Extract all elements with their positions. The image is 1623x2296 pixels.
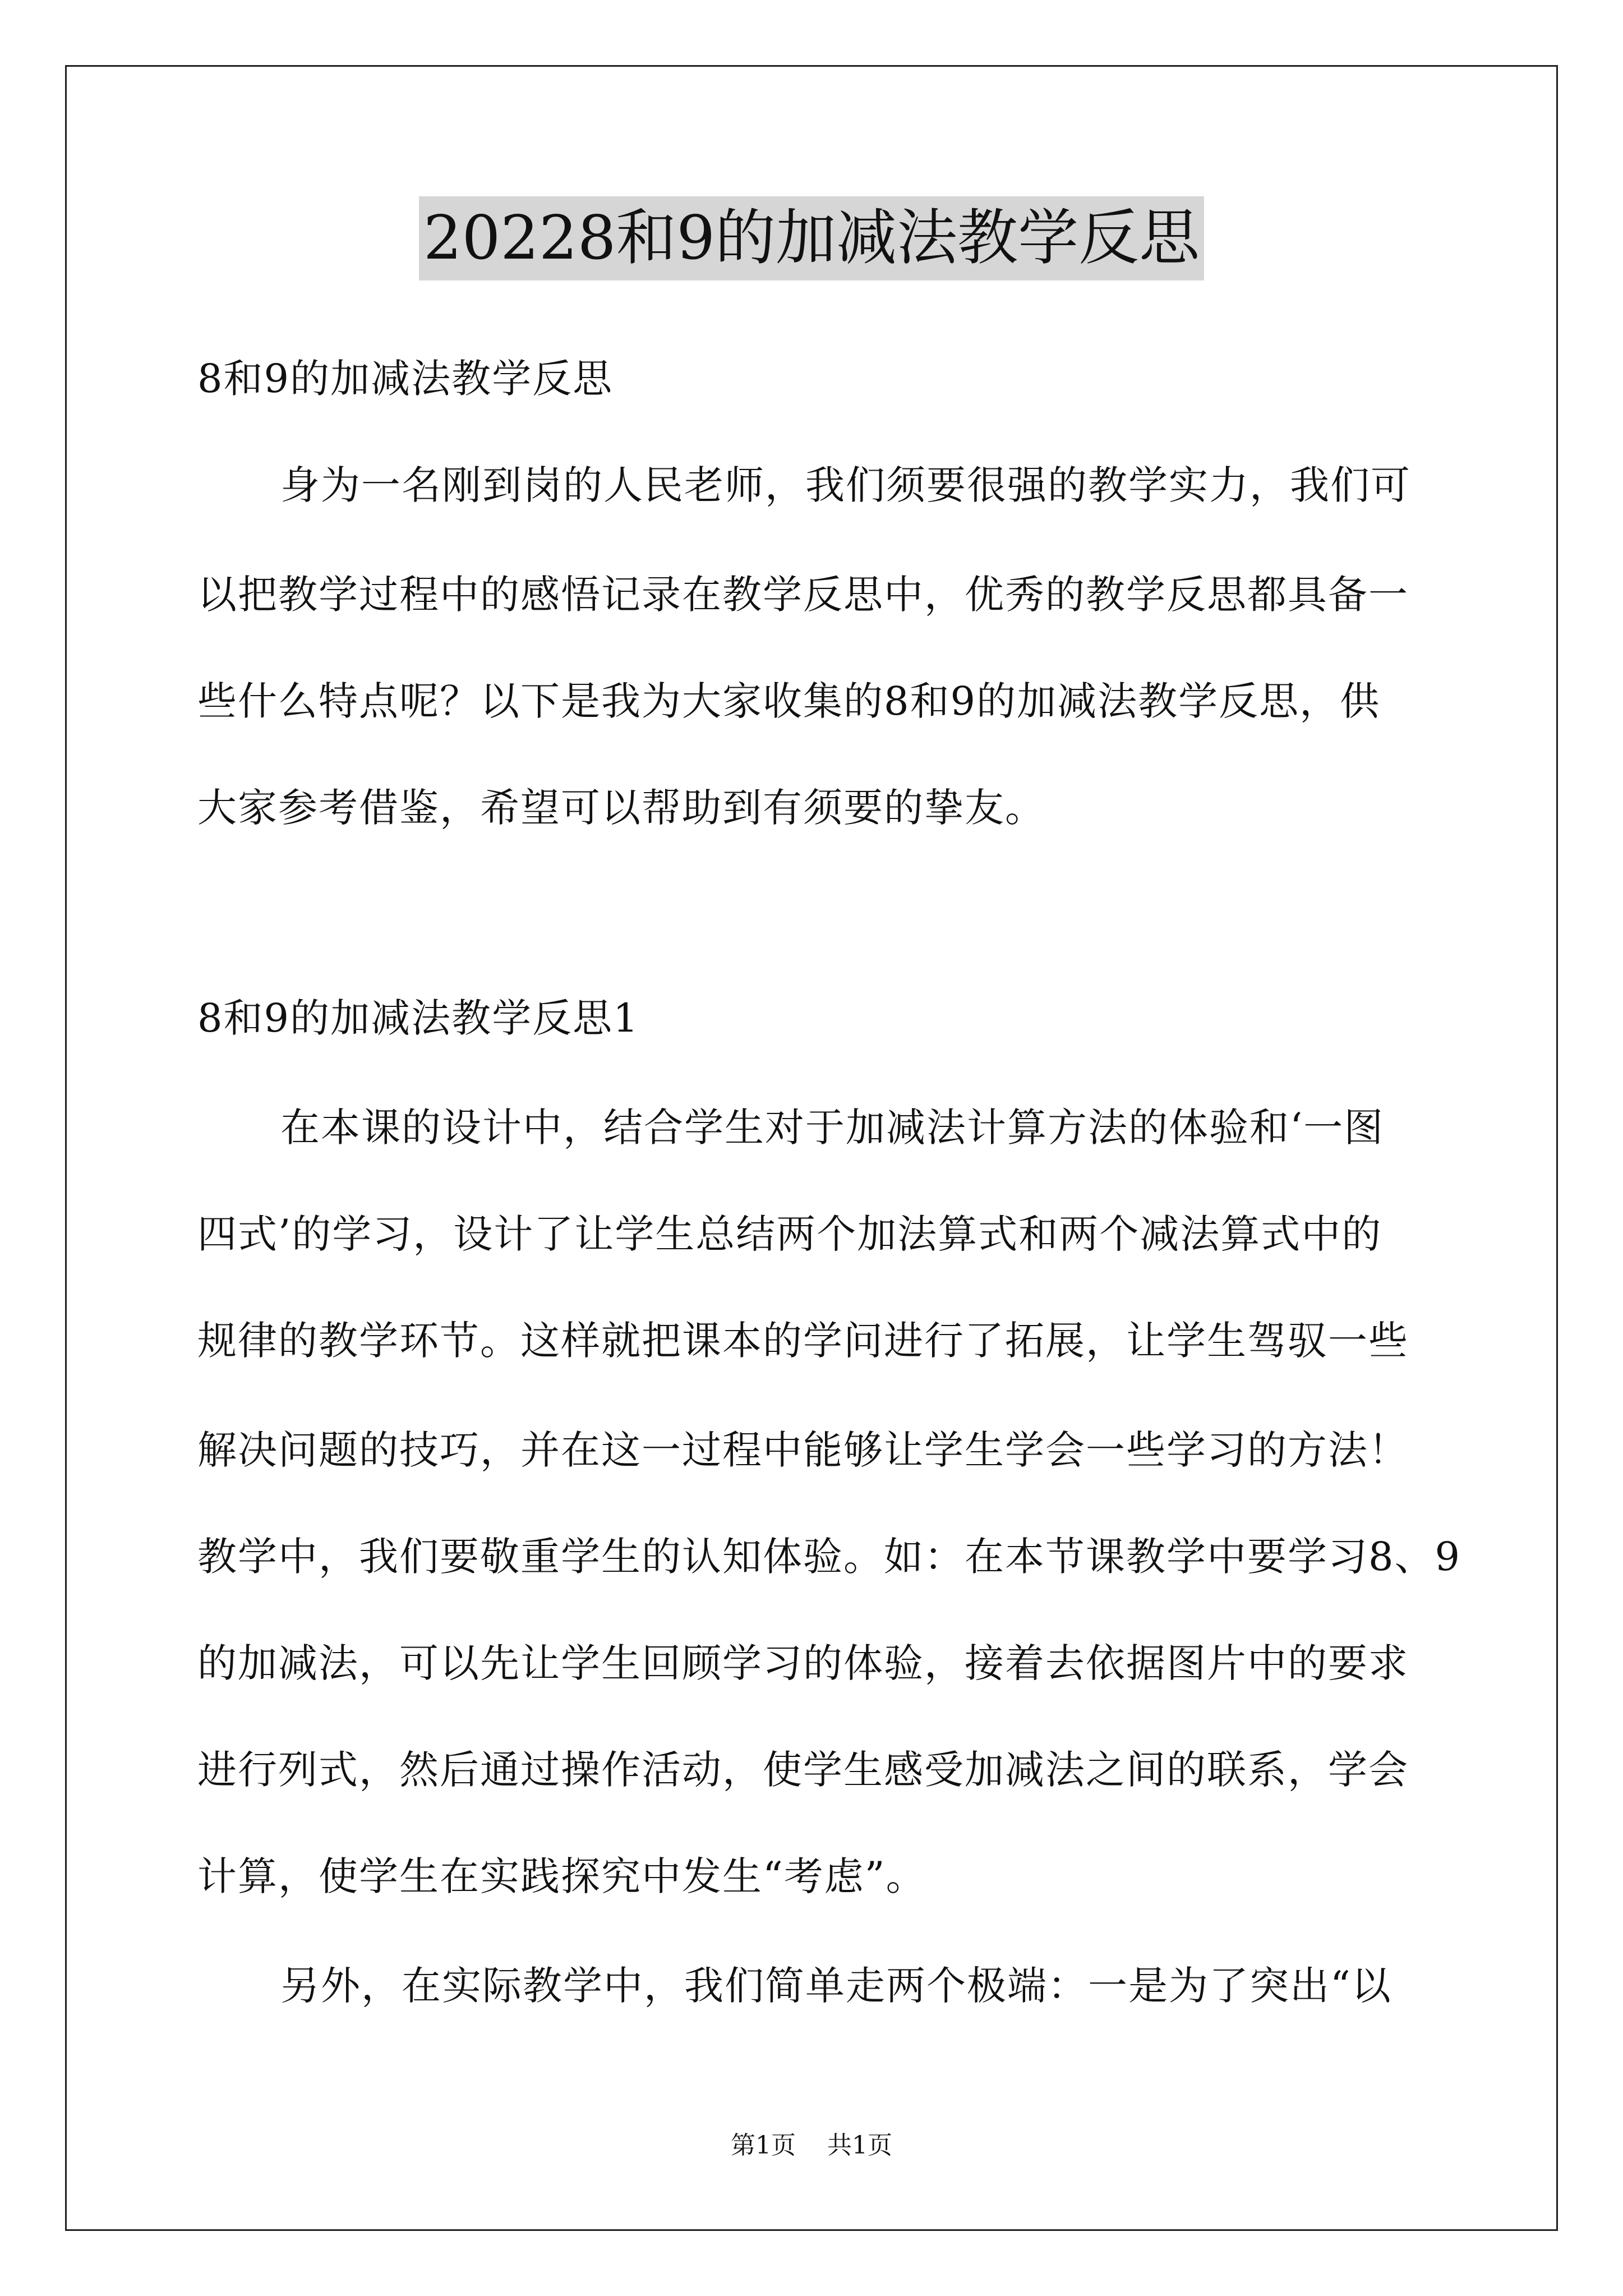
paragraph-line: 计算，使学生在实践探究中发生“考虑”。	[197, 1853, 926, 1899]
paragraph-line: 以把教学过程中的感悟记录在教学反思中，优秀的教学反思都具备一	[197, 572, 1409, 618]
paragraph-line: 的加减法，可以先让学生回顾学习的体验，接着去依据图片中的要求	[197, 1640, 1409, 1686]
document-title: 20228和9的加减法教学反思	[419, 196, 1204, 280]
paragraph-line: 另外，在实际教学中，我们简单走两个极端：一是为了突出“以	[280, 1963, 1392, 2009]
paragraph-line: 教学中，我们要敬重学生的认知体验。如：在本节课教学中要学习8、9	[197, 1534, 1461, 1580]
paragraph-line: 解决问题的技巧，并在这一过程中能够让学生学会一些学习的方法！	[197, 1427, 1409, 1473]
paragraph-line: 四式’的学习，设计了让学生总结两个加法算式和两个减法算式中的	[197, 1211, 1382, 1257]
paragraph-line: 进行列式，然后通过操作活动，使学生感受加减法之间的联系，学会	[197, 1747, 1409, 1793]
paragraph-line: 身为一名刚到岗的人民老师，我们须要很强的教学实力，我们可	[280, 462, 1411, 508]
title-container	[0, 196, 1623, 280]
paragraph-line: 大家参考借鉴，希望可以帮助到有须要的挚友。	[197, 785, 1045, 831]
paragraph-line: 些什么特点呢？以下是我为大家收集的8和9的加减法教学反思，供	[197, 678, 1381, 724]
paragraph-line: 规律的教学环节。这样就把课本的学问进行了拓展，让学生驾驭一些	[197, 1318, 1409, 1364]
paragraph-line: 在本课的设计中，结合学生对于加减法计算方法的体验和‘一图	[280, 1105, 1385, 1151]
section-heading: 8和9的加减法教学反思1	[197, 995, 639, 1041]
page-footer: 第1页 共1页	[731, 2131, 892, 2160]
intro-heading: 8和9的加减法教学反思	[197, 356, 614, 402]
